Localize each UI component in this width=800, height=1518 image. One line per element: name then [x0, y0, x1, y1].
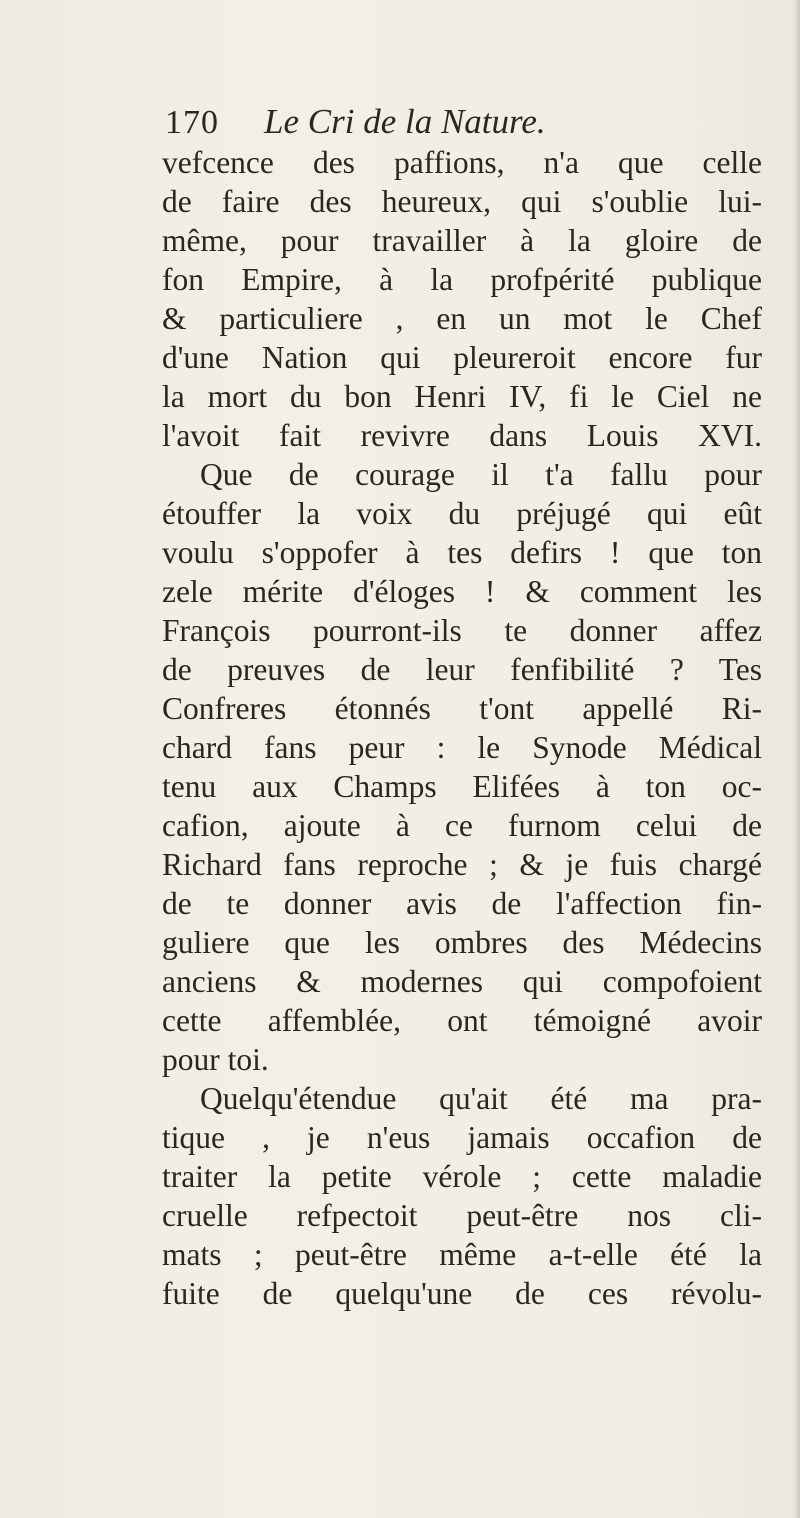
text-line: François pourront-ils te donner affez: [162, 613, 762, 648]
text-line: guliere que les ombres des Médecins: [162, 925, 762, 960]
text-line: Quelqu'étendue qu'ait été ma pra-: [200, 1081, 762, 1116]
text-line: traiter la petite vérole ; cette maladie: [162, 1159, 762, 1194]
text-line: fuite de quelqu'une de ces révolu-: [162, 1276, 762, 1311]
running-title: Le Cri de la Nature.: [264, 102, 546, 141]
text-line: d'une Nation qui pleureroit encore fur: [162, 340, 762, 375]
text-line: chard fans peur : le Synode Médical: [162, 730, 762, 765]
text-line: la mort du bon Henri IV, fi le Ciel ne: [162, 379, 762, 414]
text-line: tenu aux Champs Elifées à ton oc-: [162, 769, 762, 804]
text-line: vefcence des paffions, n'a que celle: [162, 145, 762, 180]
text-line: Que de courage il t'a fallu pour: [200, 457, 762, 492]
text-line: voulu s'oppofer à tes defirs ! que ton: [162, 535, 762, 570]
text-line: tique , je n'eus jamais occafion de: [162, 1120, 762, 1155]
text-line: zele mérite d'éloges ! & comment les: [162, 574, 762, 609]
text-line: cafion, ajoute à ce furnom celui de: [162, 808, 762, 843]
text-line: anciens & modernes qui compofoient: [162, 964, 762, 999]
text-line: de preuves de leur fenfibilité ? Tes: [162, 652, 762, 687]
text-line: & particuliere , en un mot le Chef: [162, 301, 762, 336]
page-edge-shadow: [794, 0, 800, 1518]
body-text: [162, 143, 762, 1313]
text-line: cruelle refpectoit peut-être nos cli-: [162, 1198, 762, 1233]
page-number: 170: [165, 104, 219, 141]
text-line: même, pour travailler à la gloire de: [162, 223, 762, 258]
text-line: de te donner avis de l'affection fin-: [162, 886, 762, 921]
text-line: Confreres étonnés t'ont appellé Ri-: [162, 691, 762, 726]
page-header: [165, 96, 725, 146]
text-line: fon Empire, à la profpérité publique: [162, 262, 762, 297]
text-line: mats ; peut-être même a-t-elle été la: [162, 1237, 762, 1272]
text-line: de faire des heureux, qui s'oublie lui-: [162, 184, 762, 219]
text-line: cette affemblée, ont témoigné avoir: [162, 1003, 762, 1038]
text-line: pour toi.: [162, 1042, 269, 1077]
text-line: Richard fans reproche ; & je fuis chargé: [162, 847, 762, 882]
text-line: étouffer la voix du préjugé qui eût: [162, 496, 762, 531]
text-line: l'avoit fait revivre dans Louis XVI.: [162, 418, 762, 453]
